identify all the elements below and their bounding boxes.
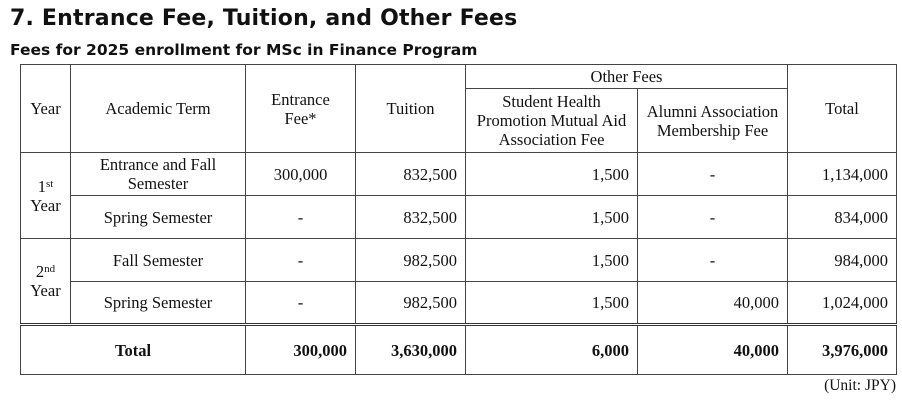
year-2-cell: 2nd Year bbox=[21, 239, 71, 325]
health-fee-cell: 1,500 bbox=[466, 239, 638, 282]
row-total-cell: 1,134,000 bbox=[788, 153, 897, 196]
term-cell: Spring Semester bbox=[71, 282, 246, 325]
header-alumni-fee: Alumni Association Membership Fee bbox=[638, 89, 788, 153]
tuition-cell: 832,500 bbox=[356, 153, 466, 196]
totals-row bbox=[21, 325, 897, 375]
header-tuition: Tuition bbox=[356, 65, 466, 153]
unit-note: (Unit: JPY) bbox=[824, 377, 896, 394]
alumni-fee-cell: - bbox=[638, 196, 788, 239]
table-row bbox=[21, 239, 897, 282]
table-row bbox=[21, 196, 897, 239]
section-title: 7. Entrance Fee, Tuition, and Other Fees bbox=[10, 6, 518, 31]
total-tuition: 3,630,000 bbox=[356, 325, 466, 375]
header-academic-term: Academic Term bbox=[71, 65, 246, 153]
header-other-fees: Other Fees bbox=[466, 65, 788, 89]
header-total: Total bbox=[788, 65, 897, 153]
table-row bbox=[21, 282, 897, 325]
tuition-cell: 832,500 bbox=[356, 196, 466, 239]
header-entrance-fee: Entrance Fee* bbox=[246, 65, 356, 153]
term-cell: Entrance and Fall Semester bbox=[71, 153, 246, 196]
alumni-fee-cell: - bbox=[638, 239, 788, 282]
alumni-fee-cell: - bbox=[638, 153, 788, 196]
year-1-cell: 1st Year bbox=[21, 153, 71, 239]
row-total-cell: 984,000 bbox=[788, 239, 897, 282]
term-cell: Fall Semester bbox=[71, 239, 246, 282]
fees-table bbox=[20, 64, 897, 375]
table-row bbox=[21, 153, 897, 196]
entrance-fee-cell: - bbox=[246, 282, 356, 325]
total-alumni-fee: 40,000 bbox=[638, 325, 788, 375]
health-fee-cell: 1,500 bbox=[466, 196, 638, 239]
entrance-fee-cell: - bbox=[246, 196, 356, 239]
total-entrance-fee: 300,000 bbox=[246, 325, 356, 375]
row-total-cell: 1,024,000 bbox=[788, 282, 897, 325]
totals-label: Total bbox=[21, 325, 246, 375]
total-health-fee: 6,000 bbox=[466, 325, 638, 375]
tuition-cell: 982,500 bbox=[356, 239, 466, 282]
health-fee-cell: 1,500 bbox=[466, 282, 638, 325]
grand-total: 3,976,000 bbox=[788, 325, 897, 375]
term-cell: Spring Semester bbox=[71, 196, 246, 239]
alumni-fee-cell: 40,000 bbox=[638, 282, 788, 325]
entrance-fee-cell: 300,000 bbox=[246, 153, 356, 196]
header-health-fee: Student Health Promotion Mutual Aid Association Fee bbox=[466, 89, 638, 153]
entrance-fee-cell: - bbox=[246, 239, 356, 282]
row-total-cell: 834,000 bbox=[788, 196, 897, 239]
tuition-cell: 982,500 bbox=[356, 282, 466, 325]
table-subtitle: Fees for 2025 enrollment for MSc in Finance Program bbox=[10, 41, 478, 59]
health-fee-cell: 1,500 bbox=[466, 153, 638, 196]
header-year: Year bbox=[21, 65, 71, 153]
